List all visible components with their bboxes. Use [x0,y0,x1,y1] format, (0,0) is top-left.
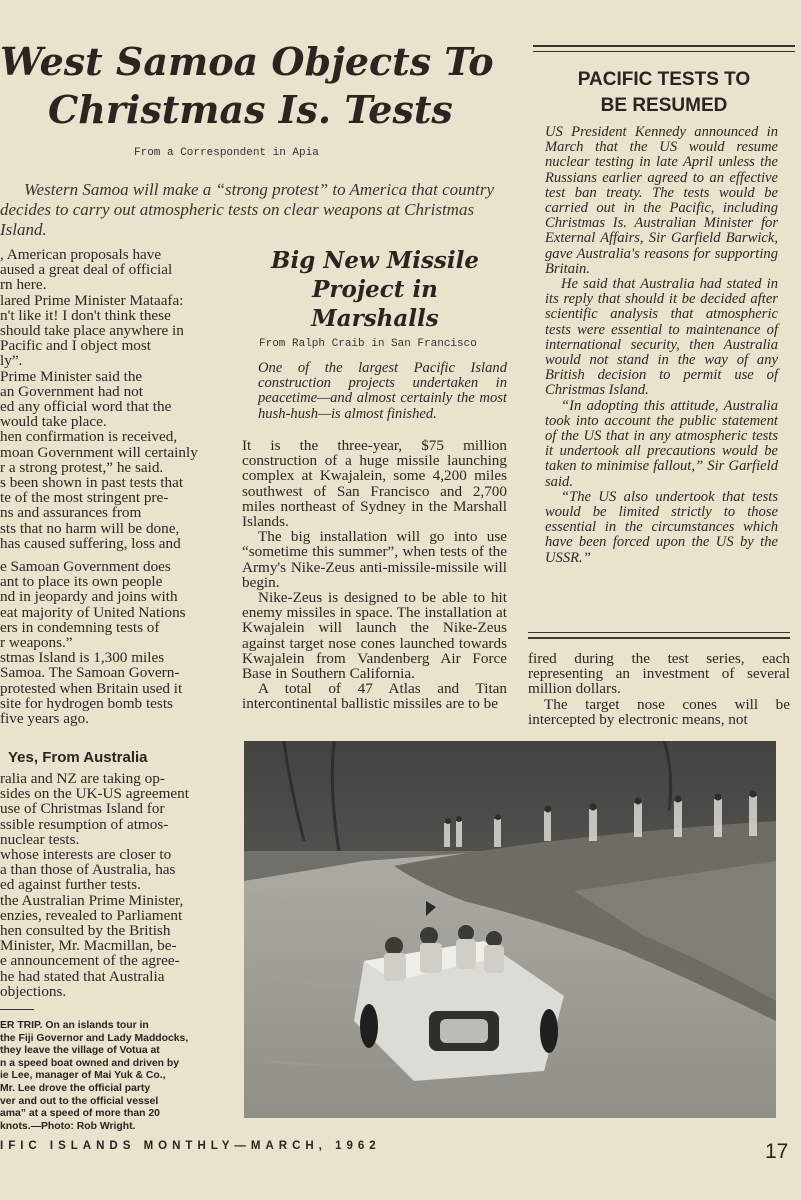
sidebar-bottom-rule-thin [528,632,790,633]
sidebar-body [545,125,778,566]
left-column-line: protested when Britain used it [0,680,183,696]
left-column-line: objections. [0,983,67,1000]
caption-line: ER TRIP. On an islands tour in [0,1020,149,1031]
sidebar-headline-line-1: PACIFIC TESTS TO [577,69,751,90]
left-column-line: an Government had not [0,383,143,400]
left-column-line: Minister, Mr. Macmillan, be- [0,938,177,954]
left-column-line: rn here. [0,277,47,293]
sidebar-bottom-rule [528,637,790,639]
left-column-line: ralia and NZ are taking op- [0,771,165,787]
left-column-line: Prime Minister said the [0,368,143,384]
sidebar-paragraph: “The US also undertook that tests would be limited strictly to those essential in the circumstances which have been forced upon the US by the USSR.” [545,488,778,566]
left-column-line: ed any official word that the [0,399,172,415]
left-column-line: enzies, revealed to Parliament [0,907,183,924]
left-column-line: a than those of Australia, has [0,862,176,878]
sidebar-paragraph: He said that Australia had stated in its reply that should it be decided after scientific analysis that atmospheric tests were essential to maintenance of international security, then Australia would not stand in the way of any British decision to permit use of Christmas Island. [545,276,778,399]
photo-illustration [244,741,776,1118]
caption-line: the Fiji Governor and Lady Maddocks, [0,1032,189,1044]
caption-rule [0,1009,34,1010]
photo-caption [0,1020,220,1133]
sidebar-top-rule-thin [533,51,795,52]
caption-line: ver and out to the official vessel [0,1095,159,1107]
sidebar-top-rule [533,45,795,47]
left-column-line: sides on the UK-US agreement [0,786,189,802]
left-column-line: aused a great deal of official [0,262,173,278]
missile-headline-line-1: Big New Missile [271,247,479,274]
missile-body [242,438,507,712]
left-column-line: whose interests are closer to [0,847,172,863]
left-column-text [0,247,220,726]
main-headline [0,38,520,134]
missile-paragraph: It is the three-year, $75 million construction of a huge missile launching complex at Kwajalein, some 4,200 miles southwest of San Francisco and 2,700 miles northeast of Sydney in the Marshall Islands. [242,437,507,531]
missile-paragraph: The big installation will go into use “sometime this summer”, when tests of the Army's Nike-Zeus anti-missile-missile will begin. [242,528,507,591]
left-column-line: r weapons.” [0,635,73,651]
left-column-line: r a strong protest,” he said. [0,459,164,476]
left-column-line: Pacific and I object most [0,338,151,354]
caption-line: ie Lee, manager of Mai Yuk & Co., [0,1070,166,1082]
missile-headline-line-2: Project in [312,276,438,303]
missile-headline-line-3: Marshalls [311,305,439,332]
sidebar-headline [538,67,790,119]
left-column-line: te of the most stringent pre- [0,490,169,506]
continuation-paragraph: The target nose cones will be intercepted by electronic means, not [528,695,790,728]
missile-paragraph: Nike-Zeus is designed to be able to hit enemy missiles in space. The installation at Kwajalein will launch the Nike-Zeus against target nose cones launched towards Kwajalein from Vandenberg Air Force Base in Southern California. [242,589,507,683]
caption-line: n a speed boat owned and driven by [0,1057,179,1069]
missile-headline [244,246,506,333]
missile-byline: From Ralph Craib in San Francisco [259,338,477,350]
left-column-line: lared Prime Minister Mataafa: [0,292,184,308]
continuation-paragraph: fired during the test series, each representing an investment of several million dollars. [528,650,790,698]
speedboat-photo [244,741,776,1118]
sidebar-paragraph: “In adopting this attitude, Australia took into account the public statement of the US that in any atmospheric tests it undertook all precautions would be taken to minimise fallout,” Sir Garfield said. [545,397,778,490]
left-column-line: five years ago. [0,711,89,727]
left-column-line: nuclear tests. [0,831,80,848]
left-column-line: should take place anywhere in [0,323,184,339]
left-column-line: s been shown in past tests that [0,475,184,491]
left-column-line: nd in jeopardy and joins with [0,589,178,605]
main-headline-line-1: West Samoa Objects To [0,39,494,84]
page-number: 17 [765,1140,789,1163]
left-column-line: the Australian Prime Minister, [0,892,184,908]
left-column-line: use of Christmas Island for [0,801,165,817]
left-column-line: site for hydrogen bomb tests [0,695,173,712]
main-standfirst: Western Samoa will make a “strong protest” to America that country decides to carry out atmospheric tests on clear weapons at Christmas Island. [0,180,495,239]
left-column-line [0,551,220,559]
left-column-text-2 [0,771,220,999]
missile-paragraph: A total of 47 Atlas and Titan intercontinental ballistic missiles are to be [242,680,507,713]
left-column-line: Samoa. The Samoan Govern- [0,665,180,681]
missile-intro: One of the largest Pacific Island construction projects undertaken in peacetime—and almost certainly the most hush-hush—is almost finished. [258,360,507,422]
left-column-line: ly”. [0,353,23,369]
left-column-line: has caused suffering, loss and [0,535,181,552]
caption-line: they leave the village of Votua at [0,1045,160,1057]
left-column-line: hen confirmation is received, [0,429,178,445]
left-column-line: , American proposals have [0,247,162,263]
left-column-line: ssible resumption of atmos- [0,816,169,832]
caption-line: ama” at a speed of more than 20 [0,1108,160,1120]
left-column-line: e announcement of the agree- [0,953,180,969]
left-column-line: sts that no harm will be done, [0,520,180,536]
left-column-line: eat majority of United Nations [0,604,186,620]
main-headline-line-2: Christmas Is. Tests [48,87,453,132]
sidebar-paragraph: US President Kennedy announced in March that the US would resume nuclear testing in late April unless the Russians earlier agreed to an effective test ban treaty. The tests would be carried out in the Pacific, including Christmas Is. Australian Minister for External Affairs, Sir Garfield Barwick, gave Australia's reasons for supporting Britain. [545,124,778,277]
main-byline: From a Correspondent in Apia [134,147,319,159]
caption-line: Mr. Lee drove the official party [0,1082,151,1094]
left-column-line: n't like it! I don't think these [0,307,171,324]
left-column-line: ers in condemning tests of [0,619,160,636]
caption-line: knots.—Photo: Rob Wright. [0,1120,136,1132]
left-column-line: stmas Island is 1,300 miles [0,650,165,666]
left-column-line: ns and assurances from [0,505,142,521]
left-column-line: moan Government will certainly [0,444,198,460]
footer-publication-line: IFIC ISLANDS MONTHLY—MARCH, 1962 [0,1140,381,1152]
left-column-line: he had stated that Australia [0,968,165,984]
sidebar-headline-line-2: BE RESUMED [600,95,728,116]
left-column-line: ed against further tests. [0,877,141,893]
left-column-line: hen consulted by the British [0,923,171,939]
left-column-line: e Samoan Government does [0,559,171,575]
missile-continuation [528,651,790,727]
left-column-line: would take place. [0,414,107,430]
left-subhead: Yes, From Australia [8,749,148,766]
left-column-line: ant to place its own people [0,574,163,590]
